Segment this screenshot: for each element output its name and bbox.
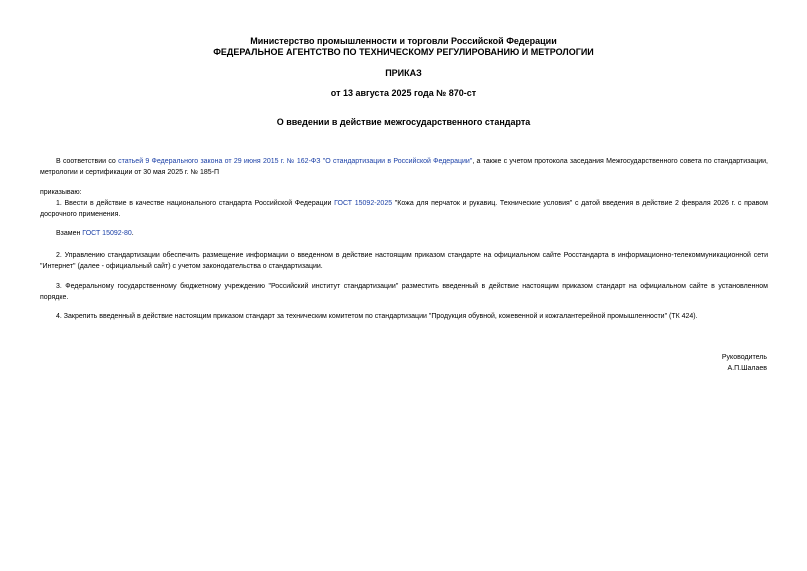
signature-position: Руководитель	[721, 354, 767, 361]
signature-name: А.П.Шалаев	[727, 365, 767, 372]
order-subject: О введении в действие межгосударственного стандарта	[276, 117, 531, 127]
item-4-paragraph: 4. Закрепить введенный в действие настоящим приказом стандарт за техническим комитетом по стандартизации "Продукция обувной, кожевенной и кожгалантерейной промышленности" (ТК 424).	[56, 313, 698, 320]
item-1-paragraph	[40, 198, 768, 220]
signature-block	[567, 352, 767, 374]
item-3-paragraph: 3. Федеральному государственному бюджетному учреждению "Российский институт стандартизации" разместить введенный в действие настоящим приказом стандарт на официальном сайте в установленном порядке.	[40, 283, 768, 301]
order-word: приказываю:	[40, 189, 82, 196]
agency-name: ФЕДЕРАЛЬНОЕ АГЕНТСТВО ПО ТЕХНИЧЕСКОМУ РЕГУЛИРОВАНИЮ И МЕТРОЛОГИИ	[213, 47, 594, 57]
law-link[interactable]: статьей 9 Федерального закона от 29 июня 2015 г. № 162-ФЗ "О стандартизации в Российской Федерации"	[118, 158, 473, 165]
gost-15092-80-link[interactable]: ГОСТ 15092-80	[82, 230, 132, 237]
document-header	[0, 36, 807, 58]
item-2-paragraph: 2. Управлению стандартизации обеспечить размещение информации о введенном в действие настоящим приказом стандарте на официальном сайте Росстандарта в информационно-телекоммуникационной сети "Интернет" (далее - официальный сайт) с учетом законодательства о стандартизации.	[40, 252, 768, 270]
preamble-paragraph	[40, 156, 768, 178]
gost-15092-2025-link[interactable]: ГОСТ 15092-2025	[334, 200, 393, 207]
ministry-name: Министерство промышленности и торговли Российской Федерации	[250, 36, 557, 46]
replace-prefix: Взамен	[56, 230, 83, 237]
replace-paragraph	[40, 228, 768, 239]
order-date-number: от 13 августа 2025 года № 870-ст	[330, 88, 477, 98]
item-1-prefix: 1. Ввести в действие в качестве национального стандарта Российской Федерации	[56, 200, 335, 207]
order-type: ПРИКАЗ	[385, 68, 422, 78]
replace-suffix: .	[131, 230, 134, 237]
preamble-suffix: , а также с учетом протокола заседания Межгосударственного совета по стандартизации, метрологии и сертификации от 30 мая 2025 г. № 185-П	[40, 158, 768, 176]
preamble-prefix: В соответствии со	[56, 158, 119, 165]
item-1-suffix: "Кожа для перчаток и рукавиц. Технические условия" с датой введения в действие 2 февраля 2026 г. с правом досрочного применения.	[40, 200, 768, 218]
